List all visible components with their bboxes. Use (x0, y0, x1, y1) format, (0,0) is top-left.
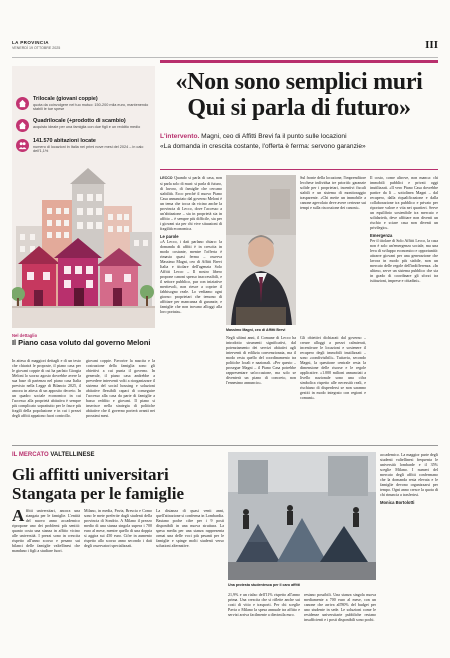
article-column (156, 508, 224, 648)
house-icon (16, 119, 29, 132)
infographic-box (12, 66, 155, 328)
article-text: 21,9% e un rialzo dell'11% rispetto all'anno prima. Una crescita che si riflette anche sui costi di vitto e trasporti. Per chi sceglie Pavia o Milano la spesa annuale tra affitto e servizi arriva facilmente a diecimila euro. (228, 592, 300, 617)
section-tag (12, 452, 94, 458)
article-column (84, 508, 152, 648)
paper-date: VENERDÌ 19 OTTOBRE 2025 (12, 46, 61, 50)
kicker-line (160, 133, 438, 141)
stat-title: Quadrilocale (+prodotto di scambio) (33, 118, 126, 124)
article-column (304, 592, 376, 648)
article-column (86, 358, 155, 440)
protest-photo (228, 452, 376, 580)
article-text: accademico. La maggior parte degli studenti valtellinesi frequenta le università lombarde e il 35% sceglie Milano. I numeri del mercato degli affitti confermano che la domanda resta elevata e le famiglie devono organizzarsi per tempo. Ogni anno cresce la quota di chi rinuncia a trasferirsi. (380, 452, 438, 497)
section-tag-secondary: VALTELLINESE (50, 452, 95, 458)
side-article-label: Nel dettaglio (12, 333, 38, 338)
city-illustration (12, 154, 155, 328)
article-text: Sul fronte della locazione, l'imprenditore lecchese individua tre priorità: garanzie solide per i proprietari, incentivi fiscali stabili e un sistema di monitoraggio trasparente. «Chi mette un immobile a canone agevolato deve avere certezze sui tempi e sulla riscossione dei canoni». (300, 175, 366, 210)
house-icon (16, 97, 29, 110)
masthead (12, 40, 438, 56)
main-headline: «Non sono semplici muri Qui si parla di futuro» (175, 69, 423, 121)
article-column (12, 508, 80, 648)
section-tag-primary: IL MERCATO (12, 452, 49, 458)
stat-row (16, 118, 153, 138)
article-text: La distanza di quasi venti anni, quell'attrazione si conferma in Lombardia. Bastano poche cifre per i 9 posti disponibili in una nuova struttura. La spesa media per una stanza rappresenta ormai una delle voci più pesanti per le famiglie e spinge molti studenti verso soluzioni alternative. (156, 508, 224, 548)
article-column (370, 175, 438, 440)
article-text: giovani coppie. Favorire la nascita e la costruzione della famiglia sono gli obiettivi a cui punta il governo. In generale, il piano casa andrebbe a prevedere interventi volti a riorganizzare il sistema del social housing e soluzioni abitative flessibili capaci di conseguire l'accesso alla casa da parte di famiglie a basso reddito e giovani. Il piano si inserisce nella strategia di politiche abitative che il governo porterà avanti nei prossimi mesi. (86, 358, 155, 418)
article-text: ffitti universitari, ancora una stangata per le famiglie. L'entità del nuovo anno accademico ripropone uno dei problemi più sentiti: quanto costa una stanza in affitto vicino alle università. I prezzi sono in crescita rispetto all'anno scorso e pesano sui bilanci delle famiglie valtellinesi che mandano i figli a studiare fuori. (12, 508, 80, 553)
stat-desc: quota da coinvolgere nel tuo mutuo: 150-200 mila euro, mantenendo stabili le tue spese (33, 103, 149, 112)
article-text: Il costo, come altrove, non manca: chi immobili pubblici e privati oggi inutilizzati. «Il vero Piano Casa dovrebbe partire da lì – sottolinea Magni – dal recupero, dalla riqualificazione e dalla collaborazione tra pubblico e privato per riportare valore e vita nei quartieri. Serve un equilibrio sostenibile tra mercato e solidarietà, deve affittare non diventi un rischio e sciare casa non diventi un privilegio». (370, 175, 438, 230)
section-label: Le parole (160, 234, 179, 239)
accent-bar (160, 60, 438, 63)
article-column (228, 592, 300, 648)
article-column (226, 335, 296, 440)
article-text: Milano, in media, Pavia, Brescia e Como sono le mete preferite dagli studenti della provincia di Sondrio. A Milano il prezzo medio di una stanza singola supera i 700 euro al mese, mentre quello di una doppia si aggira sui 450 euro. Cifre in aumento rispetto allo scorso anno secondo i dati degli osservatori specializzati. (84, 508, 152, 548)
bottom-headline: Gli affitti universitari Stangata per le famiglie (12, 465, 185, 503)
article-text: Gli obiettivi dichiarati dal governo – creare alloggi a prezzi calmierati, incentivare le locazioni e sostenere il recupero degli immobili inutilizzati – sono «condivisibili». Tuttavia, secondo Magni, la questione centrale resta la dimensione delle risorse e le regole applicative. «1.000 milioni annunciati a livello nazionale sono una cifra simbolica rispetto alle necessità reali, e rischiano di disperdersi se non saranno gestiti in modo integrato con regioni e comuni». (300, 335, 366, 400)
kicker-tag: L'intervento. (160, 133, 200, 140)
stat-row (16, 96, 153, 116)
accent-rule (160, 169, 438, 170)
stat-title: Trilocale (giovani coppie) (33, 96, 98, 102)
article-column (380, 452, 438, 648)
article-text: «A Lecco, i dati parlano chiaro: la domanda di affitti è in crescita in modo costante, mentre l'offerta è rimasta quasi ferma – osserva Massimo Magni, ceo di Affitti Brevi Italia e titolare dell'agenzia Solo Affitti Lecco – Il nostro libero propone canoni spesso inaccessibili, e il settore pubblico, pur con iniziative meritevoli, non riesce a coprire il fabbisogno reale. Lo vediamo ogni giorno: proprietari che temono di affittare per mancanza di garanzie, e famiglie che non trovano alloggi alla loro portata». (160, 239, 222, 314)
byline: LECCO (160, 176, 173, 180)
side-article-title: Il Piano casa voluto dal governo Meloni (12, 338, 151, 347)
paper-name: LA PROVINCIA (12, 40, 49, 45)
bottom-byline: Monica Bortolotti (380, 500, 415, 505)
article-column (300, 175, 366, 330)
subhead: «La domanda in crescita costante, l'offerta è ferma: servono garanzie» (160, 143, 366, 150)
portrait-photo (226, 175, 296, 325)
dropcap: A (12, 508, 25, 525)
kicker-text: Magni, ceo di Affitti Brevi fa il punto sulle locazioni (199, 133, 347, 140)
stat-title: 141.570 abitazioni locate (33, 138, 96, 144)
article-text: Quando si parla di casa, non si parla solo di muri: si parla di futuro, di lavoro, di famiglie che cercano stabilità. Ecco perché il nuovo Piano Casa annunciato dal governo Meloni è un tema che tocca da vicino anche la provincia di Lecco, dove l'accesso a un'abitazione – sia in proprietà sia in affitto – è sempre più difficile, sia per i giovani sia per chi vive situazioni di fragilità economica. (160, 175, 222, 231)
article-column (300, 335, 366, 440)
stat-desc: acquisto ideale per una famiglia con due figli e un reddito medio (33, 125, 141, 129)
article-text: Per il titolare di Solo Affitti Lecco, la casa non è solo un'emergenza sociale, ma una leva di sviluppo economico e opportunità: attrarre giovani per una generazione che lavora in modo più stabile, non un mercato delle regole dell'indifferenza. «In ultimo, serve un sistema pubblico che sia in grado di coordinare gli sforzi tra istituzioni, imprese e cittadini». (370, 238, 438, 283)
section-label: Emergenza (370, 233, 393, 238)
stat-desc: numero di locazioni in Italia nei primi nove mesi del 2024 – in calo dell'1,1% (33, 145, 144, 154)
page-number: III (425, 39, 438, 51)
article-text: restano possibili. Una stanza singola nuova mediamente a 700 euro al mese, con un canone che arriva all'80% del budget per uno studente in sede. Le soluzioni come le residenze universitarie pubbliche restano insufficienti e i posti disponibili sono pochi. (304, 592, 376, 622)
photo-caption: Massimo Magni, ceo di Affitti Brevi (226, 328, 286, 332)
people-icon (16, 139, 29, 152)
photo-caption: Una protesta studentesca per il caro affitti (228, 583, 300, 587)
top-rule (12, 57, 438, 58)
article-text: Negli ultimi anni, il Comune di Lecco ha introdotto strumenti significativi, dal potenziamento dei servizi abitativi agli interventi di edilizia convenzionata, ma il modo resta quello del coordinamento tra politiche locali e nazionali. «Per questo – prosegue Magni – il Piano Casa potrebbe rappresentare un'occasione, ma solo se diventerà un piano di concreto, non l'ennesimo annuncio». (226, 335, 296, 385)
section-rule (12, 445, 438, 446)
article-column (12, 358, 81, 440)
article-column (160, 175, 222, 440)
article-text: In attesa di maggiori dettagli e di un testo che chiarirà le proposte, il piano casa per le giovani coppie di cui ha parlato Giorgia Meloni lo scorso agosto dovrebbe avere la sua base di partenza nel piano casa Italia previsto nella Legge di Bilancio 2025, il ancora in attesa di un apposito decreto. In un quadro sociale economico in cui l'accesso alla proprietà abitativa è sempre più complicato soprattutto per le fasce più fragili della popolazione e in cui i prezzi degli affitti appaiono fuori controllo. (12, 358, 81, 418)
